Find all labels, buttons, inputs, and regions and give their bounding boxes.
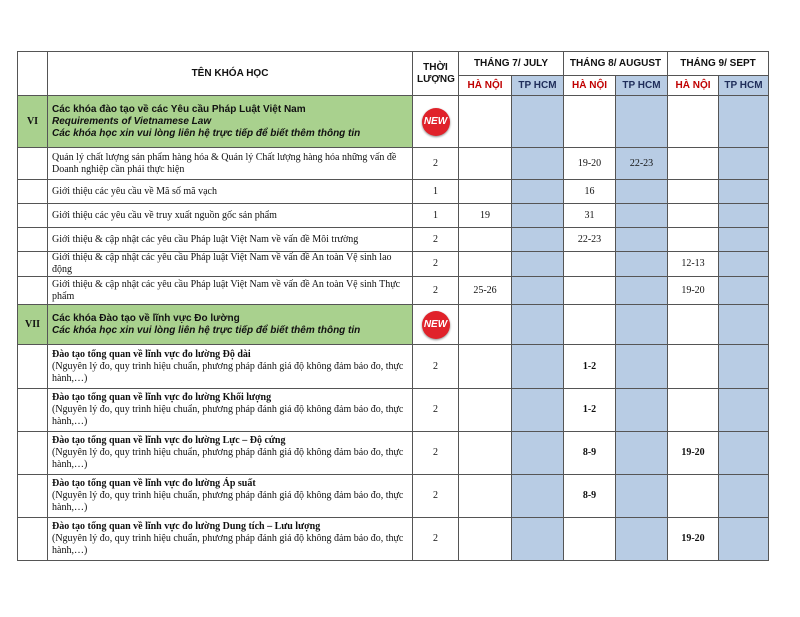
- row-blank-cell: [18, 148, 48, 180]
- header-city-hanoi: HÀ NỘI: [668, 76, 719, 96]
- empty-cell: [719, 96, 769, 148]
- row-blank-cell: [18, 252, 48, 277]
- section-title-english: Requirements of Vietnamese Law: [52, 115, 212, 127]
- row-blank-cell: [18, 389, 48, 432]
- schedule-date-sep-hn: [668, 345, 719, 389]
- row-blank-cell: [18, 204, 48, 228]
- course-name: Quản lý chất lượng sản phẩm hàng hóa & Quản lý Chất lượng hàng hóa những vấn đề Doanh nghiệp cần phải thực hiện: [52, 151, 397, 175]
- schedule-date-sep-hn: [668, 228, 719, 252]
- schedule-date-sep-hcm: [719, 475, 769, 518]
- course-name-cell: [48, 252, 413, 277]
- course-duration: 2: [413, 252, 459, 277]
- course-duration: 2: [413, 432, 459, 475]
- header-city-hanoi: HÀ NỘI: [459, 76, 512, 96]
- header-duration-line1: THỜI: [423, 61, 448, 73]
- schedule-date-aug-hcm: [616, 180, 668, 204]
- schedule-date-aug-hcm: [616, 252, 668, 277]
- schedule-date-jul-hn: [459, 228, 512, 252]
- course-name-cell: [48, 389, 413, 432]
- row-blank-cell: [18, 518, 48, 561]
- schedule-date-aug-hn: 16: [564, 180, 616, 204]
- schedule-date-jul-hcm: [512, 204, 564, 228]
- course-name-cell: [48, 180, 413, 204]
- course-name: Giới thiệu các yêu cầu về truy xuất nguồn gốc sản phẩm: [52, 209, 277, 221]
- course-name: Đào tạo tổng quan về lĩnh vực đo lường Dung tích – Lưu lượng: [52, 521, 321, 532]
- row-blank-cell: [18, 277, 48, 305]
- schedule-date-aug-hn: 1-2: [564, 389, 616, 432]
- section-number: VII: [18, 305, 48, 345]
- schedule-date-sep-hn: [668, 389, 719, 432]
- schedule-date-aug-hcm: [616, 432, 668, 475]
- schedule-date-jul-hn: [459, 389, 512, 432]
- course-row: [18, 204, 769, 228]
- schedule-date-aug-hn: 31: [564, 204, 616, 228]
- schedule-date-sep-hn: [668, 148, 719, 180]
- schedule-date-jul-hn: [459, 345, 512, 389]
- empty-cell: [512, 96, 564, 148]
- section-header-row: [18, 305, 769, 345]
- course-row: [18, 432, 769, 475]
- course-name-cell: [48, 345, 413, 389]
- course-description: (Nguyên lý đo, quy trình hiệu chuẩn, phương pháp đánh giá độ không đảm bảo đo, thực hành,…): [52, 447, 404, 470]
- schedule-date-aug-hn: [564, 277, 616, 305]
- row-blank-cell: [18, 345, 48, 389]
- header-month-august: THÁNG 8/ AUGUST: [564, 52, 668, 76]
- schedule-date-jul-hcm: [512, 345, 564, 389]
- schedule-date-jul-hn: [459, 432, 512, 475]
- schedule-date-aug-hcm: [616, 228, 668, 252]
- course-name-cell: [48, 204, 413, 228]
- empty-cell: [668, 305, 719, 345]
- schedule-date-sep-hcm: [719, 180, 769, 204]
- schedule-date-sep-hcm: [719, 228, 769, 252]
- course-name-cell: [48, 228, 413, 252]
- schedule-date-sep-hcm: [719, 252, 769, 277]
- schedule-date-jul-hn: 19: [459, 204, 512, 228]
- schedule-date-jul-hn: [459, 148, 512, 180]
- schedule-date-jul-hn: [459, 518, 512, 561]
- header-duration: [413, 52, 459, 96]
- schedule-date-jul-hcm: [512, 180, 564, 204]
- header-city-hanoi: HÀ NỘI: [564, 76, 616, 96]
- schedule-date-sep-hcm: [719, 148, 769, 180]
- empty-cell: [616, 96, 668, 148]
- schedule-date-jul-hcm: [512, 148, 564, 180]
- schedule-date-sep-hn: 12-13: [668, 252, 719, 277]
- empty-cell: [616, 305, 668, 345]
- header-city-hcm: TP HCM: [616, 76, 668, 96]
- row-blank-cell: [18, 475, 48, 518]
- course-duration: 2: [413, 277, 459, 305]
- header-blank-cell: [18, 52, 48, 96]
- course-name: Đào tạo tổng quan về lĩnh vực đo lường Lực – Độ cứng: [52, 435, 286, 446]
- schedule-date-sep-hn: 19-20: [668, 277, 719, 305]
- new-badge-icon: NEW: [422, 108, 450, 136]
- schedule-date-jul-hcm: [512, 252, 564, 277]
- schedule-date-aug-hcm: [616, 389, 668, 432]
- schedule-date-sep-hcm: [719, 345, 769, 389]
- course-name: Đào tạo tổng quan về lĩnh vực đo lường Áp suất: [52, 478, 256, 489]
- section-title: Các khóa đào tạo về các Yêu cầu Pháp Luật Việt Nam: [52, 103, 306, 115]
- course-name-cell: [48, 277, 413, 305]
- course-description: (Nguyên lý đo, quy trình hiệu chuẩn, phương pháp đánh giá độ không đảm bảo đo, thực hành,…): [52, 533, 404, 556]
- section-title-cell: [48, 96, 413, 148]
- schedule-date-aug-hn: 1-2: [564, 345, 616, 389]
- course-duration: 2: [413, 475, 459, 518]
- empty-cell: [459, 305, 512, 345]
- course-name-cell: [48, 518, 413, 561]
- new-badge-cell: [413, 305, 459, 345]
- schedule-date-aug-hn: [564, 518, 616, 561]
- header-city-hcm: TP HCM: [719, 76, 769, 96]
- schedule-date-aug-hcm: [616, 277, 668, 305]
- course-row: [18, 180, 769, 204]
- course-name-cell: [48, 148, 413, 180]
- course-duration: 1: [413, 204, 459, 228]
- course-row: [18, 518, 769, 561]
- schedule-date-aug-hn: 19-20: [564, 148, 616, 180]
- course-name: Đào tạo tổng quan về lĩnh vực đo lường Khối lượng: [52, 392, 272, 403]
- schedule-date-aug-hcm: [616, 475, 668, 518]
- header-duration-line2: LƯỢNG: [417, 73, 455, 85]
- schedule-date-sep-hcm: [719, 277, 769, 305]
- course-duration: 1: [413, 180, 459, 204]
- course-row: [18, 252, 769, 277]
- section-header-row: [18, 96, 769, 148]
- schedule-date-aug-hn: 22-23: [564, 228, 616, 252]
- empty-cell: [564, 96, 616, 148]
- schedule-date-jul-hcm: [512, 432, 564, 475]
- schedule-date-jul-hn: [459, 252, 512, 277]
- row-blank-cell: [18, 228, 48, 252]
- schedule-date-sep-hn: 19-20: [668, 518, 719, 561]
- course-description: (Nguyên lý đo, quy trình hiệu chuẩn, phương pháp đánh giá độ không đảm bảo đo, thực hành,…): [52, 404, 404, 427]
- schedule-date-aug-hn: [564, 252, 616, 277]
- schedule-date-jul-hn: 25-26: [459, 277, 512, 305]
- course-name: Giới thiệu các yêu cầu về Mã số mã vạch: [52, 185, 217, 197]
- row-blank-cell: [18, 180, 48, 204]
- header-month-september: THÁNG 9/ SEPT: [668, 52, 769, 76]
- course-name: Giới thiệu & cập nhật các yêu cầu Pháp luật Việt Nam về vấn đề Môi trường: [52, 233, 359, 245]
- schedule-date-jul-hcm: [512, 277, 564, 305]
- schedule-date-aug-hcm: [616, 518, 668, 561]
- course-name-cell: [48, 475, 413, 518]
- schedule-date-jul-hcm: [512, 475, 564, 518]
- course-schedule-table: [17, 51, 769, 561]
- course-description: (Nguyên lý đo, quy trình hiệu chuẩn, phương pháp đánh giá độ không đảm bảo đo, thực hành,…): [52, 360, 404, 384]
- course-row: [18, 277, 769, 305]
- course-duration: 2: [413, 228, 459, 252]
- schedule-date-sep-hn: [668, 204, 719, 228]
- schedule-date-jul-hcm: [512, 389, 564, 432]
- empty-cell: [512, 305, 564, 345]
- empty-cell: [719, 305, 769, 345]
- course-row: [18, 148, 769, 180]
- schedule-date-sep-hn: [668, 475, 719, 518]
- course-duration: 2: [413, 518, 459, 561]
- section-number: VI: [18, 96, 48, 148]
- schedule-date-sep-hcm: [719, 432, 769, 475]
- course-row: [18, 228, 769, 252]
- schedule-date-sep-hn: 19-20: [668, 432, 719, 475]
- header-month-july: THÁNG 7/ JULY: [459, 52, 564, 76]
- row-blank-cell: [18, 432, 48, 475]
- course-row: [18, 389, 769, 432]
- empty-cell: [459, 96, 512, 148]
- section-contact-note: Các khóa học xin vui lòng liên hệ trực tiếp để biết thêm thông tin: [52, 324, 361, 336]
- schedule-date-sep-hn: [668, 180, 719, 204]
- schedule-date-aug-hn: 8-9: [564, 432, 616, 475]
- course-duration: 2: [413, 345, 459, 389]
- course-name: Giới thiệu & cập nhật các yêu cầu Pháp luật Việt Nam về vấn đề An toàn Vệ sinh Thực phẩm: [52, 278, 401, 302]
- course-duration: 2: [413, 389, 459, 432]
- course-name: Đào tạo tổng quan về lĩnh vực đo lường Độ dài: [52, 348, 251, 360]
- course-row: [18, 345, 769, 389]
- section-title: Các khóa Đào tạo về lĩnh vực Đo lường: [52, 312, 240, 324]
- schedule-date-aug-hcm: [616, 345, 668, 389]
- new-badge-cell: [413, 96, 459, 148]
- schedule-date-jul-hn: [459, 475, 512, 518]
- schedule-date-jul-hcm: [512, 518, 564, 561]
- schedule-date-aug-hn: 8-9: [564, 475, 616, 518]
- schedule-date-aug-hcm: 22-23: [616, 148, 668, 180]
- schedule-date-sep-hcm: [719, 389, 769, 432]
- new-badge-icon: NEW: [422, 311, 450, 339]
- schedule-date-jul-hn: [459, 180, 512, 204]
- header-course-name: TÊN KHÓA HỌC: [48, 52, 413, 96]
- schedule-date-jul-hcm: [512, 228, 564, 252]
- course-row: [18, 475, 769, 518]
- course-description: (Nguyên lý đo, quy trình hiệu chuẩn, phương pháp đánh giá độ không đảm bảo đo, thực hành,…): [52, 490, 404, 513]
- course-name-cell: [48, 432, 413, 475]
- schedule-date-sep-hcm: [719, 518, 769, 561]
- course-name: Giới thiệu & cập nhật các yêu cầu Pháp luật Việt Nam về vấn đề An toàn Vệ sinh lao động: [52, 252, 392, 275]
- section-title-cell: [48, 305, 413, 345]
- schedule-date-sep-hcm: [719, 204, 769, 228]
- header-row-months: [18, 52, 769, 76]
- empty-cell: [668, 96, 719, 148]
- header-city-hcm: TP HCM: [512, 76, 564, 96]
- section-contact-note: Các khóa học xin vui lòng liên hệ trực tiếp để biết thêm thông tin: [52, 127, 361, 139]
- schedule-date-aug-hcm: [616, 204, 668, 228]
- empty-cell: [564, 305, 616, 345]
- course-duration: 2: [413, 148, 459, 180]
